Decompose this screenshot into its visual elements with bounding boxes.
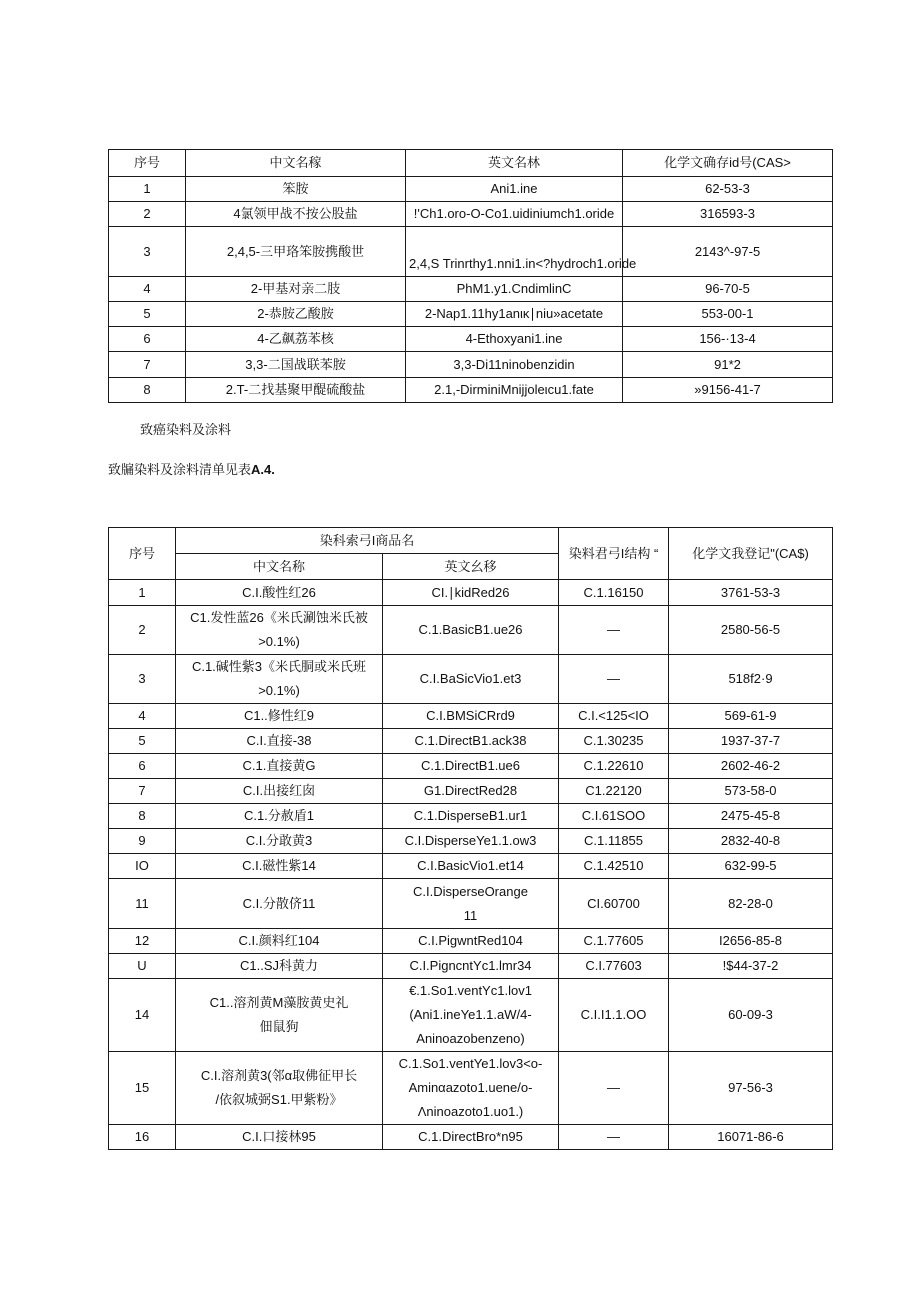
table2-cell-cn xyxy=(176,655,383,704)
table2-cell-en-line: C.1.DirectB1.ack38 xyxy=(414,733,527,748)
table2-cell-structure-line: — xyxy=(607,622,620,637)
table2-cell-cas-line: 2832-40-8 xyxy=(720,833,781,848)
table1-cell-en xyxy=(406,227,637,277)
table1-cell-cas xyxy=(623,227,833,277)
table1-cell-cas xyxy=(623,302,833,327)
table2-cell-cas xyxy=(669,1125,833,1150)
table2-cell-structure xyxy=(559,979,669,1052)
table2-row xyxy=(109,954,833,979)
table1-cell-en-line: 2-Nap1.11hy1anιĸ∣niu»acetate xyxy=(424,306,604,321)
table1-cell-cas-line: 553-00-1 xyxy=(701,306,754,321)
table2-cell-structure xyxy=(559,804,669,829)
table2-cell-structure-line: C.1.11855 xyxy=(583,833,644,848)
table2-cell-cn-line: >0.1%) xyxy=(258,683,300,698)
table2-cell-structure xyxy=(559,829,669,854)
table2-cell-cas-line: 2580-56-5 xyxy=(720,622,781,637)
table2-cell-structure-line: — xyxy=(607,1129,620,1144)
table1-row xyxy=(109,378,833,403)
table2-cell-cn-line: C.I.直接-38 xyxy=(246,733,312,748)
table1-cell-no: 5 xyxy=(109,302,186,327)
table1-cell-cn-line: 2-甲基对亲二肢 xyxy=(250,281,341,296)
table2-cell-cn-line: C.I.出接红囱 xyxy=(242,783,316,798)
table2-cell-structure xyxy=(559,929,669,954)
table1-cell-no: 3 xyxy=(109,227,186,277)
table2-cell-cn xyxy=(176,606,383,655)
table2-cell-en-line: C.1.So1.ventYe1.lov3<o- xyxy=(398,1056,543,1071)
table2-cell-cas xyxy=(669,606,833,655)
table2-cell-cas-line: !$44-37-2 xyxy=(722,958,779,973)
table1-cell-cas-line: 2143^-97-5 xyxy=(694,243,761,259)
table2-cell-cn-line: C1..修性红9 xyxy=(243,708,315,723)
table2-header-no: 序号 xyxy=(109,528,176,580)
table2-cell-cas-line: 2475-45-8 xyxy=(720,808,781,823)
table1-row xyxy=(109,177,833,202)
section-heading: 致癌染料及涂料 xyxy=(140,422,232,437)
table1-header-row xyxy=(109,150,833,177)
table2-header-group: 染科索弓I商品名 xyxy=(176,528,559,554)
table1-cell-cn-line: 3,3-二国战联苯胺 xyxy=(245,356,346,372)
table2-row xyxy=(109,779,833,804)
table2-cell-cn xyxy=(176,779,383,804)
table2-cell-en xyxy=(383,879,559,929)
table1-header-no: 序号 xyxy=(109,150,186,177)
table1-cell-no: 8 xyxy=(109,378,186,403)
table2-row xyxy=(109,754,833,779)
table2-cell-en xyxy=(383,729,559,754)
table2-body xyxy=(109,580,833,1150)
table1-cell-cas-line: 316593-3 xyxy=(700,206,755,221)
table2-cell-cas xyxy=(669,754,833,779)
table2-cell-en-line: Aninoazobenzeno) xyxy=(416,1031,525,1046)
table2-cell-cas xyxy=(669,954,833,979)
table2-cell-cn xyxy=(176,979,383,1052)
table1-cell-cn-line: 4氯领甲战不按公股盐 xyxy=(233,206,358,221)
table2-cell-structure xyxy=(559,779,669,804)
table2-cell-cas xyxy=(669,704,833,729)
table2-cell-cas-line: 3761-53-3 xyxy=(720,584,781,600)
table2-cell-cas-line: 82-28-0 xyxy=(728,895,773,911)
table2-cell-cas xyxy=(669,979,833,1052)
table2-row xyxy=(109,879,833,929)
table2-row xyxy=(109,829,833,854)
table2-row xyxy=(109,655,833,704)
table2-cell-cn-line: C.I.酸性红26 xyxy=(242,584,316,600)
table2-cell-no: 3 xyxy=(109,655,176,704)
table1-row xyxy=(109,327,833,352)
table1-cell-cas xyxy=(623,277,833,302)
table2-cell-cn-line: C.1.直接黄G xyxy=(242,758,316,773)
table2-cell-cn-line: C.I.口接林95 xyxy=(242,1129,316,1144)
table2-row xyxy=(109,1052,833,1125)
table2-header-structure: 染料君弓I结构 “ xyxy=(559,528,669,580)
table2-cell-structure xyxy=(559,754,669,779)
table2-cell-cas-line: 2602-46-2 xyxy=(720,758,781,773)
table1-row xyxy=(109,227,833,277)
table2-cell-structure-line: C.1.77605 xyxy=(583,933,644,948)
table1-cell-cas xyxy=(623,378,833,403)
table1-cell-no: 2 xyxy=(109,202,186,227)
table2-cell-cn xyxy=(176,580,383,606)
table2-cell-cn-line: C.I.分敢黄3 xyxy=(245,833,313,848)
table2-cell-cn-line: C.1.分赦盾1 xyxy=(243,808,315,823)
table1-row xyxy=(109,202,833,227)
table2-cell-no: 11 xyxy=(109,879,176,929)
table2-header-en: 英文幺移 xyxy=(383,554,559,580)
table2-cell-cas xyxy=(669,655,833,704)
table2-header xyxy=(109,528,833,580)
table2-cell-no: 12 xyxy=(109,929,176,954)
table2-cell-cn-line: C.I.分散侪11 xyxy=(242,895,316,911)
table2-cell-cas xyxy=(669,1052,833,1125)
table2-cell-en-line: C.1.BasicB1.ue26 xyxy=(418,622,523,637)
table2-cell-cas-line: 518f2·9 xyxy=(728,671,773,686)
table2-cell-en-line: C.1.DisperseB1.ur1 xyxy=(413,808,528,823)
table1-cell-en xyxy=(406,327,623,352)
table2-cell-cas-line: 1937-37-7 xyxy=(720,733,781,748)
table1-cell-en xyxy=(406,277,623,302)
table2-cell-en-line: C.1.DirectB1.ue6 xyxy=(421,758,520,773)
table2-cell-cn xyxy=(176,1052,383,1125)
table2-cell-cas-line: I2656-85-8 xyxy=(719,933,782,948)
table2-cell-en-line: C.I.PigncntYc1.lmr34 xyxy=(409,958,532,973)
table2-cell-en-line: 11 xyxy=(463,907,478,923)
table2-cell-cn-line: /依叙城弼S1.甲紫粉》 xyxy=(215,1092,343,1107)
table-reference: A.4. xyxy=(251,462,275,477)
table2-cell-cas xyxy=(669,829,833,854)
table2-cell-cn xyxy=(176,754,383,779)
table2-cell-no: 5 xyxy=(109,729,176,754)
section-note-text: 致牖染料及涂料清单见表 xyxy=(108,462,252,477)
table2-cell-en-line: C.I.DisperseOrange xyxy=(413,883,528,899)
table2-cell-en-line: CI.∣kidRed26 xyxy=(431,584,510,600)
table2-cell-structure-line: C.I.<125<IO xyxy=(578,708,649,723)
table2-cell-en-line: €.1.So1.ventYc1.lov1 xyxy=(409,983,532,998)
table2-header-cas: 化学文我登记"(CA$) xyxy=(669,528,833,580)
table1-cell-no: 6 xyxy=(109,327,186,352)
table2-cell-cn-line: >0.1%) xyxy=(258,634,300,649)
table1-cell-cas-line: 91*2 xyxy=(714,356,741,372)
table2-cell-en xyxy=(383,779,559,804)
table2-cell-no: 14 xyxy=(109,979,176,1052)
table2-cell-no: 8 xyxy=(109,804,176,829)
table1-cell-en-line: 2.1,-DirminiMnijjoleιcu1.fate xyxy=(434,382,594,397)
table2-cell-en xyxy=(383,804,559,829)
table1-cell-cn-line: 笨胺 xyxy=(282,181,309,196)
table2-cell-cn-line: C.1.碱性紫3《米氏胴或米氏班 xyxy=(191,659,367,674)
aromatic-amines-table xyxy=(108,149,833,403)
table2-cell-cn-line: C1..SJ科黄力 xyxy=(239,958,318,973)
table2-cell-cas-line: 60-09-3 xyxy=(728,1007,773,1022)
table1-row xyxy=(109,302,833,327)
table2-cell-cn-line: C1..溶剂黄M藻胺黄史礼 xyxy=(209,995,349,1010)
table2-cell-cn xyxy=(176,879,383,929)
table2-cell-structure xyxy=(559,704,669,729)
table2-cell-en-line: Λninoazoto1.uo1.) xyxy=(417,1104,524,1119)
table1-cell-cn-line: 2-恭胺乙酸胺 xyxy=(257,306,334,321)
carcinogenic-dyes-table xyxy=(108,527,833,1150)
table1-body xyxy=(109,177,833,403)
table1-cell-cas xyxy=(623,352,833,378)
table2-cell-en xyxy=(383,929,559,954)
table2-cell-en xyxy=(383,829,559,854)
table1-cell-cn-line: 2.T-二找基聚甲醍硫酸盐 xyxy=(225,382,366,397)
table1-cell-cn xyxy=(186,202,406,227)
table2-cell-cn xyxy=(176,954,383,979)
table2-cell-cas-line: 573-58-0 xyxy=(724,783,777,798)
table2-cell-cn xyxy=(176,854,383,879)
table1-cell-en-line: !'Ch1.oro-O-Co1.uidiniumch1.oride xyxy=(413,206,615,221)
table1-header-cn: 中文名稼 xyxy=(186,150,406,177)
table1-row xyxy=(109,352,833,378)
table1-cell-cas xyxy=(623,177,833,202)
table2-cell-en-line: C.I.BaSicVio1.et3 xyxy=(419,671,522,686)
table2-cell-structure-line: CI.60700 xyxy=(587,895,640,911)
table1-cell-no: 7 xyxy=(109,352,186,378)
table2-cell-no: 2 xyxy=(109,606,176,655)
table2-cell-no: 15 xyxy=(109,1052,176,1125)
table2-cell-cn xyxy=(176,704,383,729)
table2-cell-cn xyxy=(176,1125,383,1150)
table2-cell-cn xyxy=(176,929,383,954)
table1-cell-cn xyxy=(186,302,406,327)
table2-cell-structure xyxy=(559,954,669,979)
table1-header xyxy=(109,150,833,177)
table2-cell-cn-line: C.I.颜料红104 xyxy=(238,933,320,948)
table1-cell-cn-line: 4-乙飙荔苯核 xyxy=(257,331,334,346)
table2-cell-en xyxy=(383,1052,559,1125)
table2-cell-structure-line: C.I.61SOO xyxy=(581,808,646,823)
table1-cell-en-line: PhM1.y1.CndimlinC xyxy=(456,281,572,296)
table2-row xyxy=(109,804,833,829)
table2-cell-structure xyxy=(559,655,669,704)
table1-cell-cn xyxy=(186,378,406,403)
table2-cell-structure-line: — xyxy=(607,1080,620,1095)
table2-cell-structure xyxy=(559,1052,669,1125)
table1-header-cas: 化学文确存id号(CAS> xyxy=(623,150,833,177)
table2-cell-en xyxy=(383,704,559,729)
table2-cell-en-line: C.I.DisperseYe1.1.ow3 xyxy=(404,833,537,848)
table2-cell-cas xyxy=(669,929,833,954)
table2-cell-structure-line: C1.22120 xyxy=(585,783,642,798)
table1-row xyxy=(109,277,833,302)
table2-cell-en-line: (Ani1.ineYe1.1.aW/4- xyxy=(409,1007,532,1022)
table2-cell-en-line: C.I.PigwntRed104 xyxy=(418,933,523,948)
table1-cell-en xyxy=(406,177,623,202)
table2-cell-structure-line: — xyxy=(607,671,620,686)
table2-header-cn: 中文名称 xyxy=(176,554,383,580)
table2-cell-structure-line: C.1.16150 xyxy=(583,584,644,600)
table1-cell-en xyxy=(406,202,623,227)
table1-cell-en xyxy=(406,352,623,378)
table2-cell-en-line: C.1.DirectBro*n95 xyxy=(418,1129,523,1144)
table1-cell-cas xyxy=(623,202,833,227)
table2-cell-cn-line: C.I.磁性紫14 xyxy=(242,858,316,873)
table1-cell-cn xyxy=(186,227,406,277)
table1-cell-cn-line: 2,4,5-三甲珞笨胺携酸世 xyxy=(226,243,365,259)
table2-cell-no: U xyxy=(109,954,176,979)
table2-cell-cn-line: C.I.溶剂黄3(邻α取佛征甲长 xyxy=(200,1068,358,1083)
table2-cell-cas-line: 569-61-9 xyxy=(724,708,777,723)
table1-cell-cn xyxy=(186,327,406,352)
table2-cell-structure xyxy=(559,606,669,655)
table1-cell-cn xyxy=(186,177,406,202)
table2-cell-cas-line: 16071-86-6 xyxy=(717,1129,784,1144)
table1-cell-cas-line: 156-·13-4 xyxy=(699,331,756,346)
table2-cell-cn-line: 佃鼠狗 xyxy=(259,1019,299,1034)
table2-row xyxy=(109,606,833,655)
table2-cell-en xyxy=(383,979,559,1052)
table2-row xyxy=(109,580,833,606)
table2-cell-en xyxy=(383,655,559,704)
table2-cell-cas xyxy=(669,729,833,754)
table2-cell-structure xyxy=(559,879,669,929)
table1-header-en: 英文名林 xyxy=(406,150,623,177)
table2-cell-structure xyxy=(559,1125,669,1150)
table1-cell-en-line: Ani1.ine xyxy=(490,181,538,196)
table2-cell-structure-line: C.1.42510 xyxy=(583,858,644,873)
table1-cell-en-line: 2,4,S Trinrthy1.nni1.in<?hydroch1.oride xyxy=(409,256,637,271)
section-note xyxy=(108,461,275,479)
table1-cell-no: 4 xyxy=(109,277,186,302)
table2-cell-cn-line: C1.发性蓝26《米氏涮蚀米氏被 xyxy=(190,610,368,625)
table2-cell-en xyxy=(383,606,559,655)
table2-cell-no: 9 xyxy=(109,829,176,854)
table2-cell-structure-line: C.I.77603 xyxy=(585,958,642,973)
table1-cell-cn xyxy=(186,352,406,378)
table2-cell-cn xyxy=(176,804,383,829)
table2-cell-en-line: C.I.BMSiCRrd9 xyxy=(426,708,515,723)
table2-cell-cas xyxy=(669,879,833,929)
table1-cell-en xyxy=(406,378,623,403)
table2-cell-no: 4 xyxy=(109,704,176,729)
table2-cell-no: IO xyxy=(109,854,176,879)
table2-row xyxy=(109,854,833,879)
table2-cell-en xyxy=(383,1125,559,1150)
table2-cell-structure-line: C.1.22610 xyxy=(583,758,644,773)
table1-cell-en-line: 4-Ethoxyani1.ine xyxy=(465,331,563,346)
table2-cell-structure-line: C.1.30235 xyxy=(583,733,644,748)
table2-cell-en-line: C.I.BasicVio1.et14 xyxy=(417,858,524,873)
table2-cell-en xyxy=(383,954,559,979)
table2-cell-cas xyxy=(669,854,833,879)
table2-cell-structure xyxy=(559,729,669,754)
table2-row xyxy=(109,1125,833,1150)
table1-cell-en xyxy=(406,302,623,327)
table2-row xyxy=(109,704,833,729)
table2-cell-en-line: G1.DirectRed28 xyxy=(423,783,518,798)
table1-cell-cas-line: 96-70-5 xyxy=(705,281,750,296)
table2-cell-no: 1 xyxy=(109,580,176,606)
table2-cell-structure xyxy=(559,580,669,606)
table2-cell-cn xyxy=(176,829,383,854)
table2-cell-en-line: Aminαazoto1.uene/o- xyxy=(408,1080,533,1095)
table2-cell-no: 7 xyxy=(109,779,176,804)
table2-cell-cas-line: 632-99-5 xyxy=(724,858,777,873)
table1-cell-no: 1 xyxy=(109,177,186,202)
table2-row xyxy=(109,979,833,1052)
table2-cell-cn xyxy=(176,729,383,754)
table2-cell-cas xyxy=(669,804,833,829)
table2-cell-no: 16 xyxy=(109,1125,176,1150)
table2-cell-en xyxy=(383,580,559,606)
table2-row xyxy=(109,729,833,754)
table2-cell-en xyxy=(383,854,559,879)
table2-cell-cas xyxy=(669,779,833,804)
table2-cell-cas-line: 97-56-3 xyxy=(728,1080,773,1095)
table1-cell-cas-line: »9156-41-7 xyxy=(694,382,761,397)
table2-cell-no: 6 xyxy=(109,754,176,779)
table1-cell-cn xyxy=(186,277,406,302)
table2-cell-cas xyxy=(669,580,833,606)
table1-cell-cas xyxy=(623,327,833,352)
table1-cell-cas-line: 62-53-3 xyxy=(705,181,750,196)
table2-cell-en xyxy=(383,754,559,779)
table2-cell-structure xyxy=(559,854,669,879)
table1-cell-en-line: 3,3-Di11ninobenzidin xyxy=(453,356,575,372)
table2-header-row xyxy=(109,528,833,554)
table2-cell-structure-line: C.I.I1.1.OO xyxy=(580,1007,647,1022)
table2-row xyxy=(109,929,833,954)
